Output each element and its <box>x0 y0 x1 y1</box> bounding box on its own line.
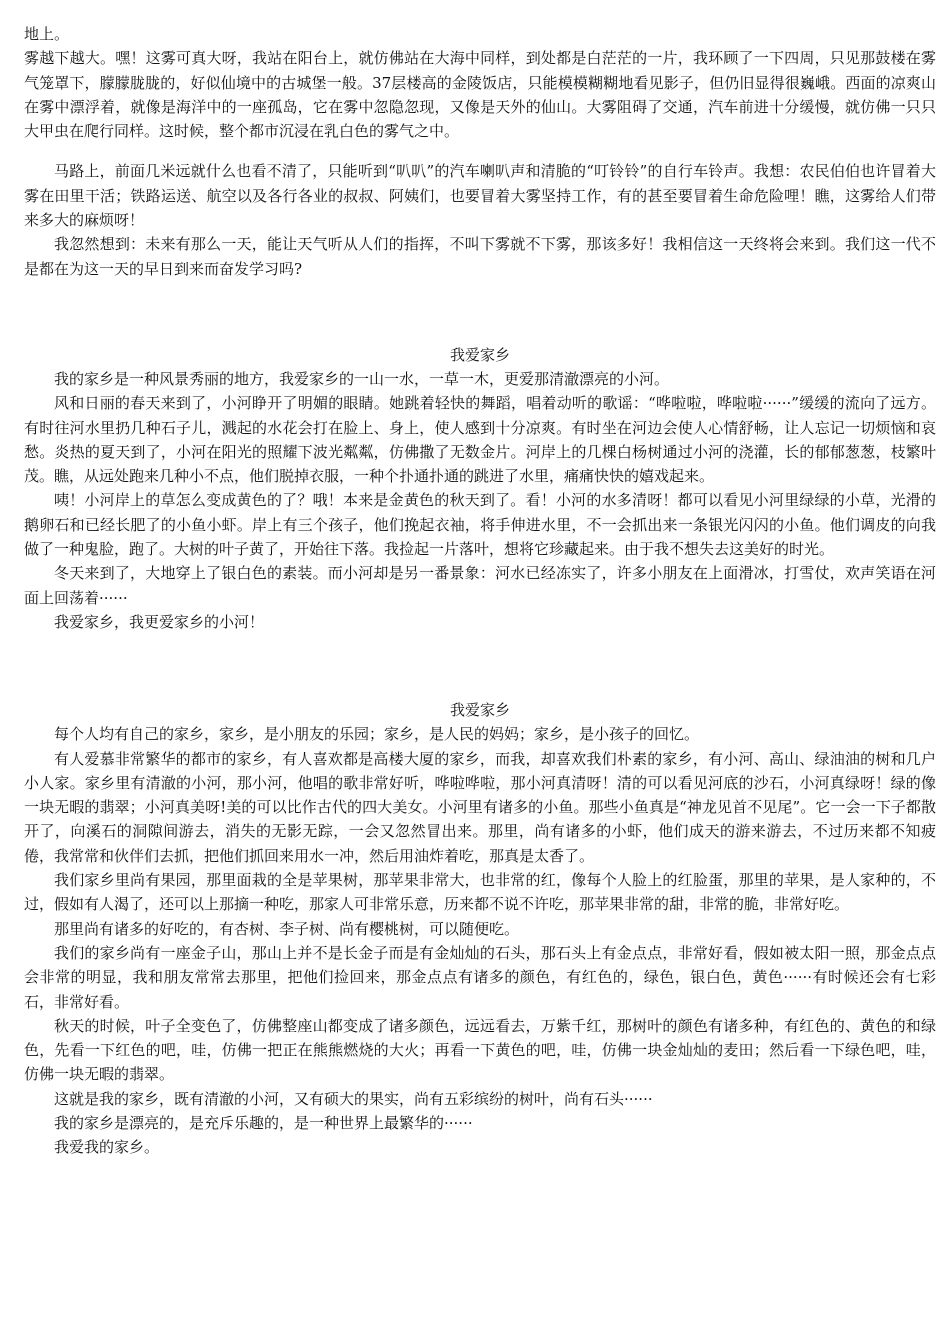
paragraph-gap <box>24 143 936 159</box>
paragraph: 我忽然想到：未来有那么一天，能让天气听从人们的指挥，不叫下雾就不下雾，那该多好！我相信这一天终将会来到。我们这一代不是都在为这一天的早日到来而奋发学习吗? <box>24 235 936 278</box>
fog-essay-section <box>24 22 936 281</box>
paragraph: 风和日丽的春天来到了，小河睁开了明媚的眼睛。她跳着轻快的舞蹈，唱着动听的歌谣：“哗啦啦，哗啦啦······”缓缓的流向了远方。有时往河水里扔几种石子儿，溅起的水花会打在脸上、身上，使人感到十分凉爽。有时坐在河边会使人心情舒畅，让人忘记一切烦恼和哀愁。炎热的夏天到了，小河在阳光的照耀下波光粼粼，仿佛撒了无数金片。河岸上的几棵白杨树通过小河的浇灌，长的郁郁葱葱，枝繁叶茂。瞧，从远处跑来几种小不点，他们脱掉衣服，一种个扑通扑通的跳进了水里，痛痛快快的嬉戏起来。 <box>24 394 936 486</box>
paragraph: 我们家乡里尚有果园，那里面栽的全是苹果树，那苹果非常大，也非常的红，像每个人脸上的红脸蛋，那里的苹果，是人家种的，不过，假如有人渴了，还可以上那摘一种吃，那家人可非常乐意，历来都不说不许吃，那苹果非常的甜，非常的脆，非常好吃。 <box>24 871 936 914</box>
paragraph: 咦！小河岸上的草怎么变成黄色的了？哦！本来是金黄色的秋天到了。看！小河的水多清呀！都可以看见小河里绿绿的小草，光滑的鹅卵石和已经长肥了的小鱼小虾。岸上有三个孩子，他们挽起衣袖，将手伸进水里，不一会抓出来一条银光闪闪的小鱼。他们调皮的向我做了一种鬼脸，跑了。大树的叶子黄了，开始往下落。我捡起一片落叶，想将它珍藏起来。由于我不想失去这美好的时光。 <box>24 491 936 559</box>
paragraph: 雾越下越大。嘿！这雾可真大呀，我站在阳台上，就仿佛站在大海中同样，到处都是白茫茫的一片，我环顾了一下四周，只见那鼓楼在雾气笼罩下，朦朦胧胧的，好似仙境中的古城堡一般。37层楼高的金陵饭店，只能模模糊糊地看见影子，但仍旧显得很巍峨。西面的凉爽山在雾中漂浮着，就像是海洋中的一座孤岛，它在雾中忽隐忽现，又像是天外的仙山。大雾阻碍了交通，汽车前进十分缓慢，就仿佛一只只大甲虫在爬行同样。这时候，整个都市沉浸在乳白色的雾气之中。 <box>24 49 936 141</box>
hometown-river-essay-section <box>24 343 936 634</box>
paragraph: 有人爱慕非常繁华的都市的家乡，有人喜欢都是高楼大厦的家乡，而我，却喜欢我们朴素的家乡，有小河、高山、绿油油的树和几户小人家。家乡里有清澈的小河，那小河，他唱的歌非常好听，哗啦哗啦，那小河真清呀！清的可以看见河底的沙石，小河真绿呀！绿的像一块无暇的翡翠；小河真美呀!美的可以比作古代的四大美女。小河里有诸多的小鱼。那些小鱼真是“神龙见首不见尾”。它一会一下子都散开了，向溪石的洞隙间游去，消失的无影无踪，一会又忽然冒出来。那里，尚有诸多的小虾，他们成天的游来游去，不过历来都不知疲倦，我常常和伙伴们去抓，把他们抓回来用水一冲，然后用油炸着吃，那真是太香了。 <box>24 749 936 865</box>
essay-title: 我爱家乡 <box>449 345 510 364</box>
paragraph: 冬天来到了，大地穿上了银白色的素装。而小河却是另一番景象：河水已经冻实了，许多小朋友在上面滑冰，打雪仗，欢声笑语在河面上回荡着······ <box>24 564 936 607</box>
paragraph: 我的家乡是一种风景秀丽的地方，我爱家乡的一山一水，一草一木，更爱那清澈漂亮的小河。 <box>54 369 670 388</box>
paragraph: 我爱家乡，我更爱家乡的小河！ <box>54 612 265 631</box>
essay-title: 我爱家乡 <box>449 701 510 720</box>
paragraph: 我爱我的家乡。 <box>54 1138 160 1157</box>
hometown-essay-section <box>24 698 936 1159</box>
paragraph: 地上。 <box>24 25 70 43</box>
paragraph: 每个人均有自己的家乡，家乡，是小朋友的乐园；家乡，是人民的妈妈；家乡，是小孩子的回忆。 <box>54 725 700 744</box>
paragraph: 秋天的时候，叶子全变色了，仿佛整座山都变成了诸多颜色，远远看去，万紫千红，那树叶的颜色有诸多种，有红色的、黄色的和绿色，先看一下红色的吧，哇，仿佛一把正在熊熊燃烧的大火；再看一下黄色的吧，哇，仿佛一块金灿灿的麦田；然后看一下绿色吧，哇，仿佛一块无暇的翡翠。 <box>24 1016 936 1084</box>
section-gap <box>24 281 936 343</box>
paragraph: 那里尚有诸多的好吃的，有杏树、李子树、尚有樱桃树，可以随便吃。 <box>54 919 520 938</box>
section-gap <box>24 634 936 698</box>
paragraph: 我们的家乡尚有一座金子山，那山上并不是长金子而是有金灿灿的石头，那石头上有金点点，非常好看，假如被太阳一照，那金点点会非常的明显，我和朋友常常去那里，把他们捡回来，那金点点有诸多的颜色，有红色的，绿色，银白色，黄色······有时候还会有七彩石，非常好看。 <box>24 943 936 1011</box>
paragraph: 这就是我的家乡，既有清澈的小河，又有硕大的果实，尚有五彩缤纷的树叶，尚有石头······ <box>54 1089 653 1108</box>
paragraph: 马路上，前面几米远就什么也看不清了，只能听到“叭叭”的汽车喇叭声和清脆的“叮铃铃”的自行车铃声。我想：农民伯伯也许冒着大雾在田里干活；铁路运送、航空以及各行各业的叔叔、阿姨们，也要冒着大雾坚持工作，有的甚至要冒着生命危险哩！瞧，这雾给人们带来多大的麻烦呀！ <box>24 162 936 230</box>
paragraph: 我的家乡是漂亮的，是充斥乐趣的，是一种世界上最繁华的······ <box>54 1113 473 1132</box>
